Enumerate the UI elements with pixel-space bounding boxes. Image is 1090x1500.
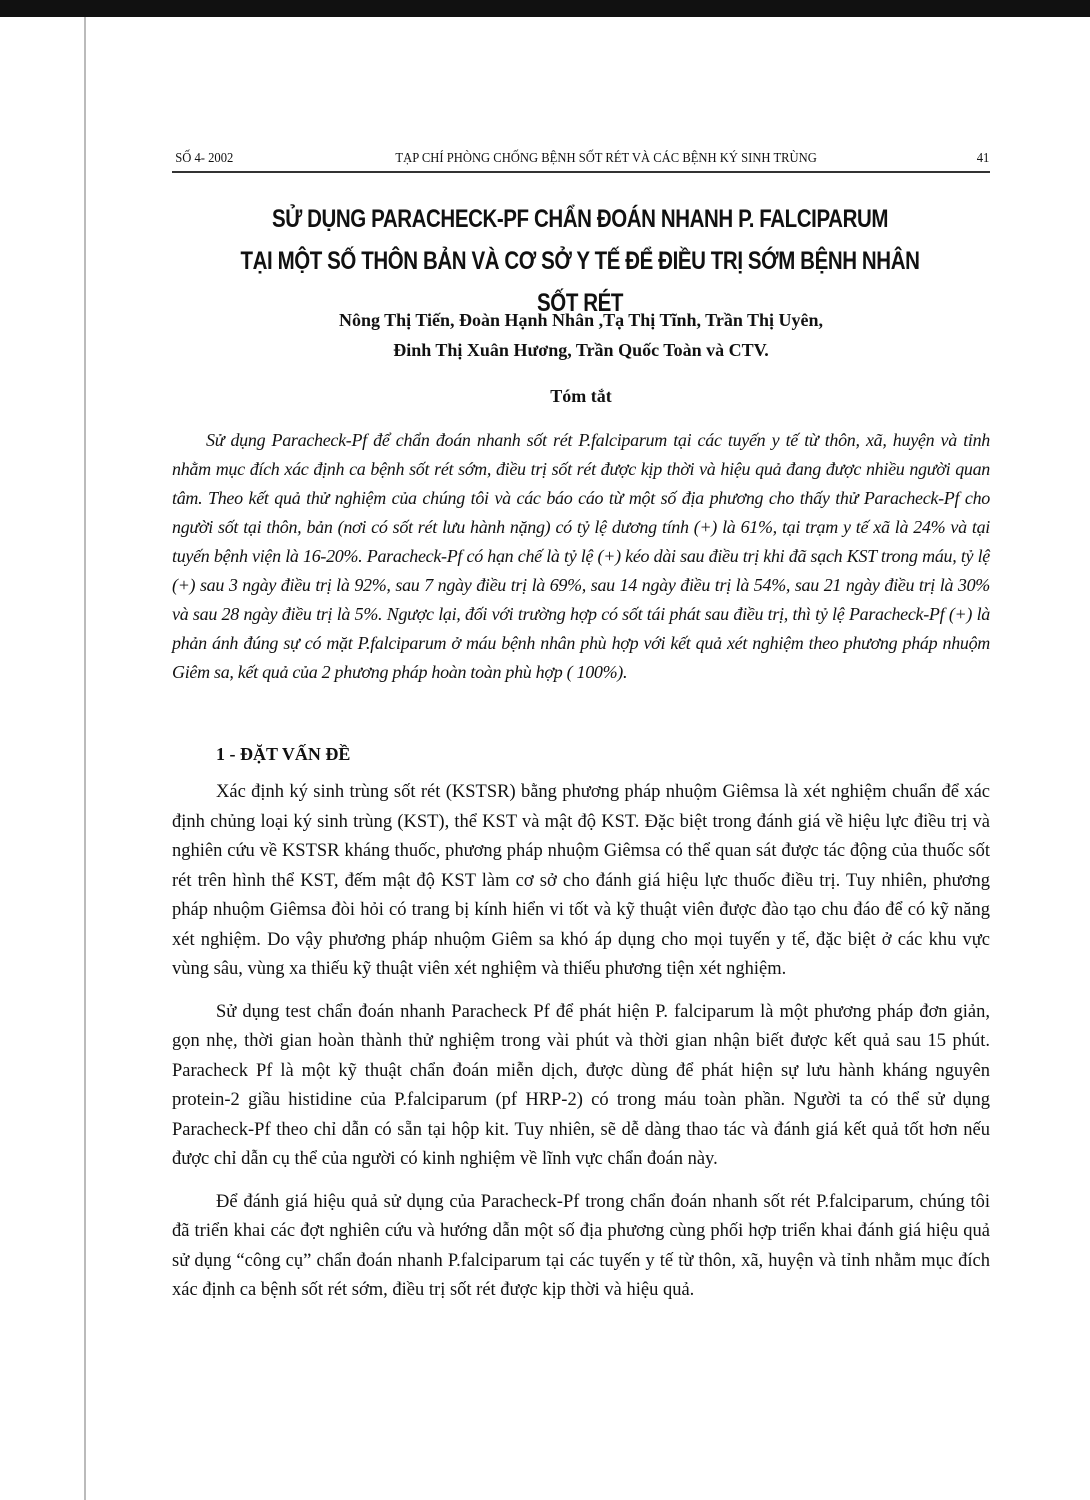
section-body	[172, 778, 990, 1319]
issue-number: SỐ 4- 2002	[175, 151, 234, 166]
title-line-1: SỬ DỤNG PARACHECK-PF CHẨN ĐOÁN NHANH P. FALCIPARUM	[271, 205, 889, 233]
paragraph: Xác định ký sinh trùng sốt rét (KSTSR) bằng phương pháp nhuộm Giêmsa là xét nghiệm chuẩn để xác định chủng loại ký sinh trùng (KST), thể KST và mật độ KST. Đặc biệt trong đánh giá về hiệu lực điều trị và nghiên cứu về KSTSR kháng thuốc, phương pháp nhuộm Giêmsa có thể quan sát được tác động của thuốc sốt rét trên hình thể KST, đếm mật độ KST làm cơ sở cho đánh giá hiệu lực thuốc điều trị. Tuy nhiên, phương pháp nhuộm Giêmsa đòi hỏi có trang bị kính hiển vi tốt và kỹ thuật viên được đào tạo chu đáo để có kỹ năng xét nghiệm. Do vậy phương pháp nhuộm Giêm sa khó áp dụng cho mọi tuyến y tế, đặc biệt ở các khu vực vùng sâu, vùng xa thiếu kỹ thuật viên xét nghiệm và thiếu phương tiện xét nghiệm.	[172, 782, 990, 979]
running-header	[172, 143, 990, 173]
abstract-heading: Tóm tắt	[550, 386, 612, 406]
title-line-2: TẠI MỘT SỐ THÔN BẢN VÀ CƠ SỞ Y TẾ ĐỂ ĐIỀU TRỊ SỚM BỆNH NHÂN SỐT RÉT	[240, 247, 920, 317]
scan-left-edge	[84, 17, 86, 1500]
scan-top-border	[0, 0, 1090, 17]
authors-line-2: Đinh Thị Xuân Hương, Trần Quốc Toàn và CTV.	[393, 340, 769, 360]
page-number: 41	[976, 151, 990, 166]
section-heading: 1 - ĐẶT VẤN ĐỀ	[216, 744, 351, 764]
journal-name: TẠP CHÍ PHÒNG CHỐNG BỆNH SỐT RÉT VÀ CÁC BỆNH KÝ SINH TRÙNG	[395, 151, 817, 166]
authors-line-1: Nông Thị Tiến, Đoàn Hạnh Nhân ,Tạ Thị Tĩnh, Trần Thị Uyên,	[338, 310, 824, 330]
paragraph: Sử dụng test chẩn đoán nhanh Paracheck Pf để phát hiện P. falciparum là một phương pháp đơn giản, gọn nhẹ, thời gian hoàn thành thử nghiệm trong vài phút và thời gian nhận biết được kết quả sau 15 phút. Paracheck Pf là một kỹ thuật chẩn đoán miễn dịch, được dùng để phát hiện sự lưu hành kháng nguyên protein-2 giầu histidine của P.falciparum (pf HRP-2) có trong máu toàn phần. Người ta có thể sử dụng Paracheck-Pf theo chỉ dẫn có sẵn tại hộp kit. Tuy nhiên, sẽ dễ dàng thao tác và đánh giá kết quả tốt hơn nếu được chỉ dẫn cụ thể của người có kinh nghiệm về lĩnh vực chẩn đoán này.	[172, 1001, 990, 1169]
abstract-text: Sử dụng Paracheck-Pf để chẩn đoán nhanh sốt rét P.falciparum tại các tuyến y tế từ thôn, xã, huyện và tỉnh nhằm mục đích xác định ca bệnh sốt rét sớm, điều trị sốt rét được kịp thời và hiệu quả đang được nhiều người quan tâm. Theo kết quả thử nghiệm của chúng tôi và các báo cáo từ một số địa phương cho thấy thử Paracheck-Pf cho người sốt tại thôn, bản (nơi có sốt rét lưu hành nặng) có tỷ lệ dương tính (+) là 61%, tại trạm y tế xã là 24% và tại tuyến bệnh viện là 16-20%. Paracheck-Pf có hạn chế là tỷ lệ (+) kéo dài sau điều trị khi đã sạch KST trong máu, tỷ lệ (+) sau 3 ngày điều trị là 92%, sau 7 ngày điều trị là 69%, sau 14 ngày điều trị là 54%, sau 21 ngày điều trị là 30% và sau 28 ngày điều trị là 5%. Ngược lại, đối với trường hợp có sốt tái phát sau điều trị, thì tỷ lệ Paracheck-Pf (+) là phản ánh đúng sự có mặt P.falciparum ở máu bệnh nhân phù hợp với kết quả xét nghiệm theo phương pháp nhuộm Giêm sa, kết quả của 2 phương pháp hoàn toàn phù hợp ( 100%).	[172, 430, 990, 682]
paragraph: Để đánh giá hiệu quả sử dụng của Paracheck-Pf trong chẩn đoán nhanh sốt rét P.falciparum, chúng tôi đã triển khai các đợt nghiên cứu và hướng dẫn một số địa phương cùng phối hợp triển khai đánh giá hiệu quả sử dụng “công cụ” chẩn đoán nhanh P.falciparum tại các tuyến y tế từ thôn, xã, huyện và tỉnh nhằm mục đích xác định ca bệnh sốt rét sớm, điều trị sốt rét được kịp thời và hiệu quả.	[172, 1191, 990, 1300]
authors	[172, 305, 990, 365]
